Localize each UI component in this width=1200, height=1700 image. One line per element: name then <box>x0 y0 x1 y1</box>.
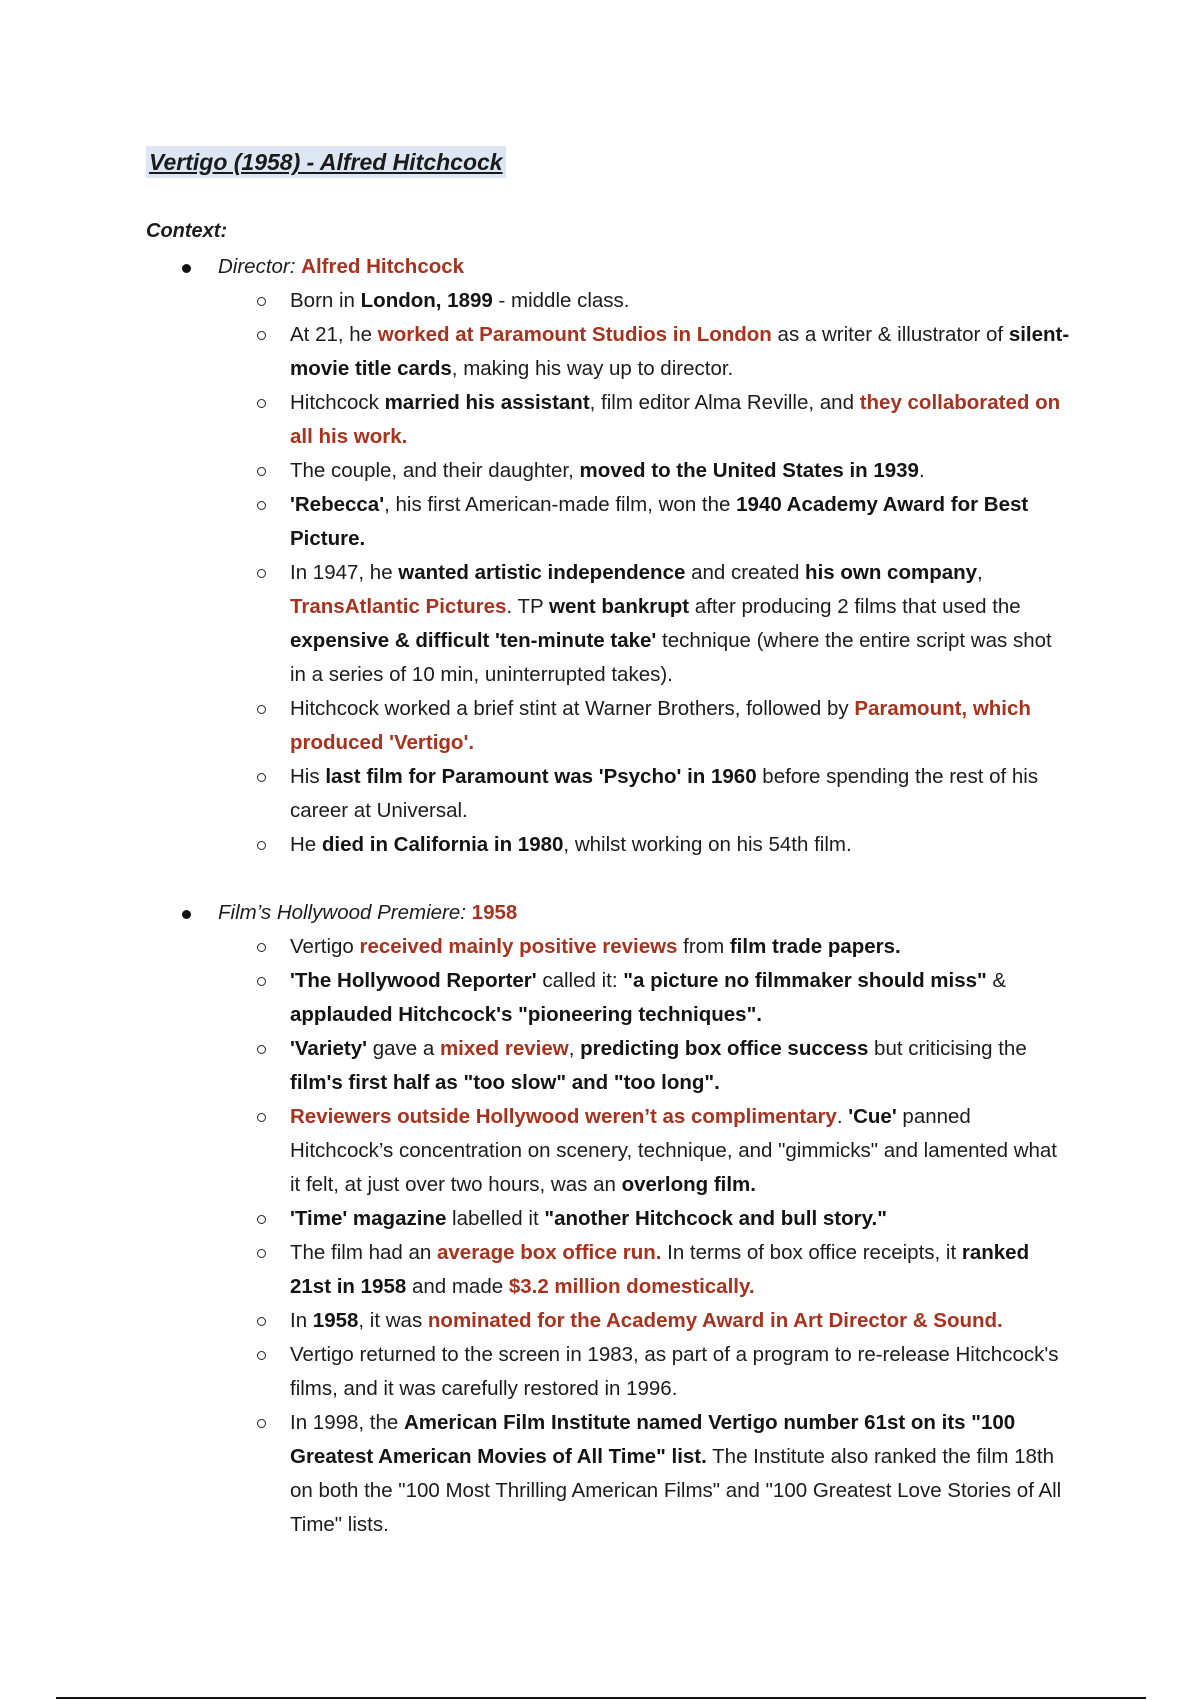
hollow-circle-bullet-icon <box>257 1249 266 1258</box>
text-run: nominated for the Academy Award in Art Director & Sound. <box>427 1309 1003 1332</box>
text-run: labelled it <box>446 1207 545 1230</box>
text-run: silent-movie title cards <box>290 323 1070 380</box>
hollow-circle-bullet-icon <box>257 1351 266 1360</box>
text-run: The Institute also ranked the film 18th on both the "100 Most Thrilling American Films" and "100 Greatest Love Stories of All Time" lists. <box>290 1445 1062 1536</box>
text-run: In <box>290 1309 313 1332</box>
hollow-circle-bullet-icon <box>257 297 266 306</box>
list-item <box>290 1032 1070 1100</box>
text-run: , film editor Alma Reville, and <box>589 391 860 414</box>
text-run: $3.2 million domestically. <box>508 1275 755 1298</box>
text-run: TransAtlantic Pictures <box>290 595 507 618</box>
text-run: , making his way up to director. <box>451 357 734 380</box>
text-run: last film for Paramount was 'Psycho' in 1960 <box>325 765 757 788</box>
text-run: his own company <box>805 561 978 584</box>
text-run: Hitchcock worked a brief stint at Warner Brothers, followed by <box>290 697 855 720</box>
hollow-circle-bullet-icon <box>257 705 266 714</box>
text-run: and made <box>406 1275 509 1298</box>
page-title: Vertigo (1958) - Alfred Hitchcock <box>146 146 506 178</box>
text-run: Vertigo returned to the screen in 1983, as part of a program to re-release Hitchcock's films, and it was carefully restored in 1996. <box>290 1343 1059 1400</box>
bullet-label: Director: <box>218 255 302 278</box>
text-run: applauded Hitchcock's "pioneering techniques". <box>290 1003 762 1026</box>
list-item <box>290 1236 1070 1304</box>
text-run: gave a <box>367 1037 440 1060</box>
text-run: At 21, he <box>290 323 378 346</box>
list-item <box>290 318 1070 386</box>
text-run: 'Cue' <box>848 1105 897 1128</box>
text-run: panned Hitchcock’s concentration on scenery, technique, and "gimmicks" and lamented what it felt, at just over two hours, was an <box>290 1105 1057 1196</box>
bullet-value: 1958 <box>471 901 518 924</box>
text-run: "a picture no filmmaker should miss" <box>623 969 987 992</box>
text-run: 'The Hollywood Reporter' <box>290 969 537 992</box>
text-run: predicting box office success <box>580 1037 869 1060</box>
text-run: Hitchcock <box>290 391 385 414</box>
text-run: - middle class. <box>492 289 630 312</box>
hollow-circle-bullet-icon <box>257 1215 266 1224</box>
text-run: His <box>290 765 326 788</box>
text-run: expensive & difficult 'ten-minute take' <box>290 629 657 652</box>
text-run: mixed review <box>439 1037 569 1060</box>
text-run: as a writer & illustrator of <box>771 323 1009 346</box>
text-run: Reviewers outside Hollywood weren’t as complimentary <box>290 1105 837 1128</box>
text-run: 1940 Academy Award for Best Picture. <box>290 493 1029 550</box>
text-run: average box office run. <box>437 1241 662 1264</box>
text-run: ranked 21st in 1958 <box>290 1241 1030 1298</box>
list-item <box>290 454 1070 488</box>
text-run: and created <box>685 561 806 584</box>
text-run: after producing 2 films that used the <box>689 595 1021 618</box>
hollow-circle-bullet-icon <box>257 773 266 782</box>
premiere-sublist <box>182 930 1082 1542</box>
text-run: called it: <box>536 969 624 992</box>
text-run: He <box>290 833 322 856</box>
text-run: , <box>568 1037 581 1060</box>
text-run: they collaborated on all his work. <box>290 391 1061 448</box>
list-item <box>290 1100 1070 1202</box>
text-run: wanted artistic independence <box>398 561 686 584</box>
hollow-circle-bullet-icon <box>257 331 266 340</box>
list-item <box>290 386 1070 454</box>
hollow-circle-bullet-icon <box>257 399 266 408</box>
text-run: The film had an <box>290 1241 437 1264</box>
text-run: & <box>986 969 1007 992</box>
list-item <box>290 1202 1070 1236</box>
hollow-circle-bullet-icon <box>257 1045 266 1054</box>
text-run: moved to the United States in 1939 <box>579 459 919 482</box>
hollow-circle-bullet-icon <box>257 467 266 476</box>
list-item <box>290 1406 1070 1542</box>
text-run: 'Rebecca' <box>290 493 385 516</box>
text-run: film trade papers. <box>729 935 901 958</box>
text-run: married his assistant <box>384 391 590 414</box>
text-run: worked at Paramount Studios in London <box>377 323 772 346</box>
text-run: In 1947, he <box>290 561 399 584</box>
text-run: Paramount, which produced 'Vertigo'. <box>290 697 1031 754</box>
text-run: . TP <box>506 595 550 618</box>
text-run: 'Time' magazine <box>290 1207 447 1230</box>
list-item <box>290 1338 1070 1406</box>
text-run: , his first American-made film, won the <box>384 493 737 516</box>
text-run: In 1998, the <box>290 1411 404 1434</box>
text-run: , it was <box>358 1309 428 1332</box>
text-run: received mainly positive reviews <box>359 935 678 958</box>
text-run: , whilst working on his 54th film. <box>563 833 852 856</box>
director-section <box>182 250 1082 862</box>
text-run: "another Hitchcock and bull story." <box>544 1207 887 1230</box>
bullet-value: Alfred Hitchcock <box>301 255 465 278</box>
text-run: Born in <box>290 289 361 312</box>
text-run: . <box>918 459 925 482</box>
text-run: died in California in 1980 <box>321 833 564 856</box>
hollow-circle-bullet-icon <box>257 1113 266 1122</box>
text-run: technique (where the entire script was shot in a series of 10 min, uninterrupted takes). <box>290 629 1052 686</box>
list-item <box>290 284 1070 318</box>
list-item <box>290 964 1070 1032</box>
text-run: American Film Institute named Vertigo number 61st on its "100 Greatest American Movies of All Time" list. <box>290 1411 1016 1468</box>
hollow-circle-bullet-icon <box>257 1419 266 1428</box>
list-item <box>290 556 1070 692</box>
text-run: 1958 <box>312 1309 359 1332</box>
hollow-circle-bullet-icon <box>257 569 266 578</box>
text-run: The couple, and their daughter, <box>290 459 580 482</box>
text-run: went bankrupt <box>549 595 690 618</box>
premiere-bullet <box>182 896 1082 930</box>
footer-divider <box>56 1697 1146 1699</box>
list-item <box>290 692 1070 760</box>
text-run: 'Variety' <box>290 1037 367 1060</box>
text-run: In terms of box office receipts, it <box>661 1241 962 1264</box>
director-sublist <box>182 284 1082 862</box>
bullet-dot-icon <box>182 910 191 919</box>
list-item <box>290 488 1070 556</box>
text-run: from <box>677 935 730 958</box>
list-item <box>290 1304 1070 1338</box>
text-run: Vertigo <box>290 935 360 958</box>
hollow-circle-bullet-icon <box>257 977 266 986</box>
text-run: . <box>836 1105 849 1128</box>
hollow-circle-bullet-icon <box>257 841 266 850</box>
text-run: but criticising the <box>868 1037 1027 1060</box>
list-item <box>290 760 1070 828</box>
hollow-circle-bullet-icon <box>257 1317 266 1326</box>
bullet-label: Film’s Hollywood Premiere: <box>218 901 472 924</box>
director-bullet <box>182 250 1082 284</box>
premiere-section <box>182 896 1082 1542</box>
hollow-circle-bullet-icon <box>257 943 266 952</box>
text-run: film's first half as "too slow" and "too long". <box>290 1071 720 1094</box>
hollow-circle-bullet-icon <box>257 501 266 510</box>
context-heading: Context: <box>146 220 228 242</box>
list-item <box>290 828 1070 862</box>
bullet-dot-icon <box>182 264 191 273</box>
text-run: overlong film. <box>621 1173 756 1196</box>
list-item <box>290 930 1070 964</box>
text-run: London, 1899 <box>360 289 493 312</box>
text-run: before spending the rest of his career at Universal. <box>290 765 1039 822</box>
text-run: , <box>977 561 983 584</box>
